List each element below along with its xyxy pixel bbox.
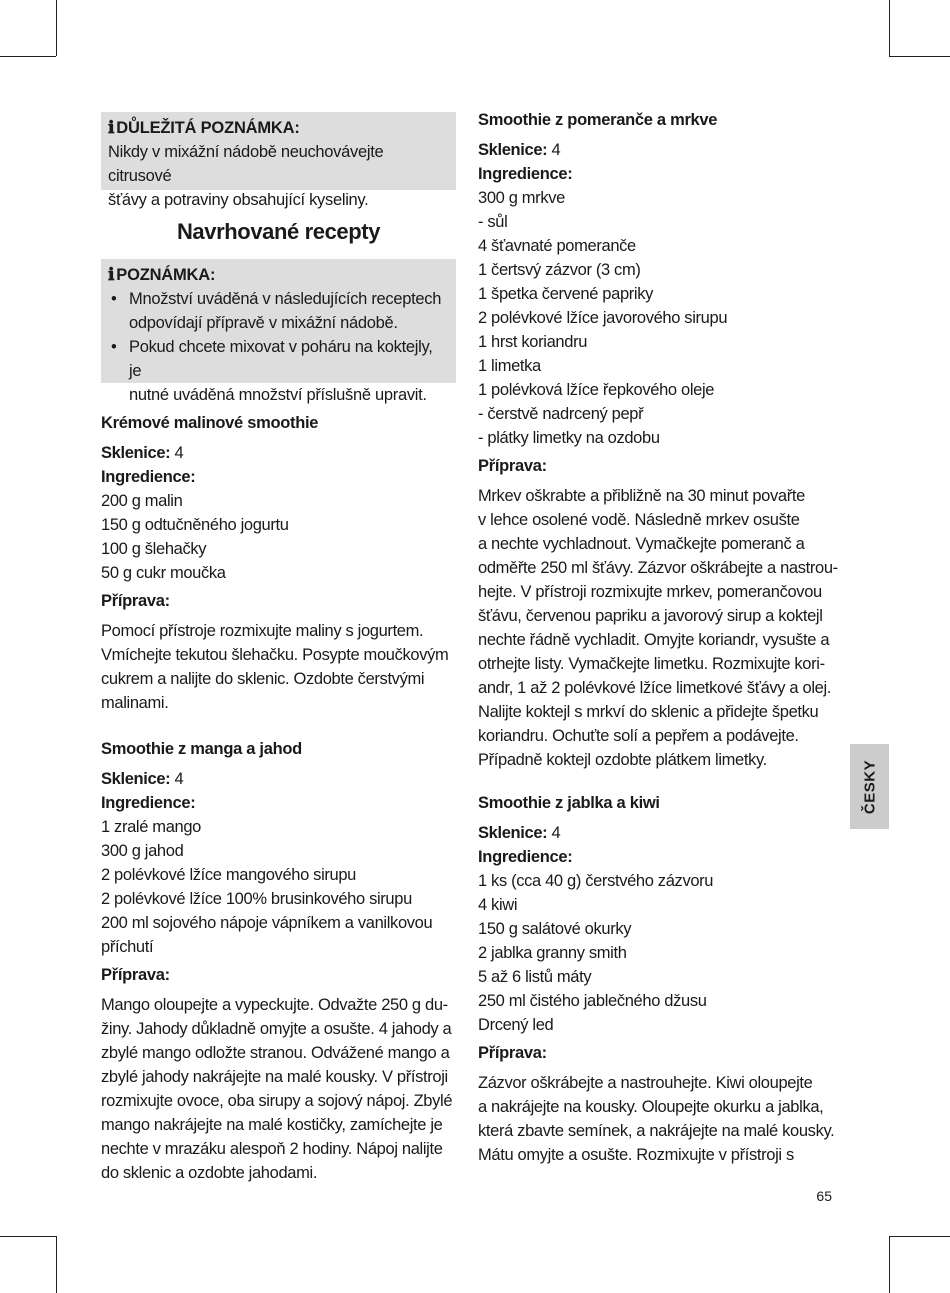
important-note-line: šťávy a potraviny obsahující kyseliny. [108,191,369,209]
preparation-line: Vmíchejte tekutou šlehačku. Posypte moučkovým [101,646,449,664]
crop-mark [889,1236,890,1293]
important-note-line: Nikdy v mixážní nádobě neuchovávejte citrusové [108,143,384,185]
note-title: POZNÁMKA: [116,266,216,284]
preparation-line: zbylé mango odložte stranou. Odvážené mango a [101,1044,450,1062]
preparation-line: šťávu, červenou papriku a javorový sirup a koktejl [478,607,823,625]
preparation-line: malinami. [101,694,169,712]
preparation-line: Mátu omyjte a osušte. Rozmixujte v přístroji s [478,1146,794,1164]
ingredient: 150 g odtučněného jogurtu [101,516,289,534]
crop-mark [0,1236,56,1237]
preparation-label: Příprava: [478,457,547,475]
ingredient: 1 limetka [478,357,541,375]
ingredient: 100 g šlehačky [101,540,207,558]
preparation-label: Příprava: [101,592,170,610]
recipe-mango-strawberry-smoothie [101,737,456,1185]
info-icon: ℹ [108,118,115,138]
recipe-title: Smoothie z manga a jahod [101,740,302,758]
ingredient: 1 ks (cca 40 g) čerstvého zázvoru [478,872,714,890]
preparation-line: Mrkev oškrabte a přibližně na 30 minut povařte [478,487,805,505]
ingredient: - čerstvě nadrcený pepř [478,405,644,423]
ingredient: 4 šťavnaté pomeranče [478,237,636,255]
crop-mark [0,56,56,57]
preparation-line: a nechte vychladnout. Vymačkejte pomeranč a [478,535,805,553]
note-bullet-line: • Pokud chcete mixovat v poháru na koktejly, je [129,338,433,380]
ingredient: - sůl [478,213,508,231]
ingredient: 2 jablka granny smith [478,944,627,962]
glasses-label: Sklenice: [478,824,548,842]
ingredient: 4 kiwi [478,896,518,914]
preparation-line: Mango oloupejte a vypeckujte. Odvažte 250 g du- [101,996,448,1014]
ingredients-label: Ingredience: [478,165,573,183]
preparation-line: Zázvor oškrábejte a nastrouhejte. Kiwi oloupejte [478,1074,813,1092]
recipe-glasses [478,821,838,845]
preparation-line: žiny. Jahody důkladně omyjte a osušte. 4 jahody a [101,1020,452,1038]
ingredients-label: Ingredience: [478,848,573,866]
ingredient: 1 špetka červené papriky [478,285,654,303]
recipe-glasses [101,767,456,791]
ingredient: 2 polévkové lžíce javorového sirupu [478,309,728,327]
note-heading [108,264,448,287]
preparation-line: mango nakrájejte na malé kostičky, zamíchejte je [101,1116,443,1134]
preparation-line: cukrem a nalijte do sklenic. Ozdobte čerstvými [101,670,425,688]
ingredient: 200 ml sojového nápoje vápníkem a vanilkovou [101,914,433,932]
ingredient: příchutí [101,938,154,956]
preparation-line: koriandru. Ochuťte solí a pepřem a podávejte. [478,727,799,745]
note-box [101,259,456,404]
language-tab-label: ČESKY [861,759,878,814]
preparation-line: otrhejte listy. Vymačkejte limetku. Rozmixujte kori- [478,655,825,673]
glasses-value: 4 [551,824,561,842]
crop-mark [56,1236,57,1293]
ingredient: 2 polévkové lžíce mangového sirupu [101,866,357,884]
ingredient: 300 g jahod [101,842,184,860]
ingredient: 5 až 6 listů máty [478,968,592,986]
ingredient: 250 ml čistého jablečného džusu [478,992,707,1010]
recipe-title: Krémové malinové smoothie [101,414,319,432]
preparation-line: která zbavte semínek, a nakrájejte na malé kousky. [478,1122,835,1140]
note-bullet-line: • Množství uváděná v následujících receptech [129,290,442,308]
recipe-title: Smoothie z pomeranče a mrkve [478,111,718,129]
crop-mark [889,56,950,57]
preparation-label: Příprava: [478,1044,547,1062]
note-bullet-line: nutné uváděná množství příslušně upravit. [129,386,427,404]
important-note-title: DŮLEŽITÁ POZNÁMKA: [116,119,300,137]
preparation-line: do sklenic a ozdobte jahodami. [101,1164,318,1182]
glasses-value: 4 [174,444,184,462]
preparation-line: nechte řádně vychladit. Omyjte koriandr, vysušte a [478,631,830,649]
recipe-glasses [478,138,838,162]
recipe-orange-carrot-smoothie [478,108,838,772]
glasses-label: Sklenice: [101,444,171,462]
recipe-apple-kiwi-smoothie [478,791,838,1167]
ingredient: 2 polévkové lžíce 100% brusinkového sirupu [101,890,412,908]
recipe-raspberry-smoothie [101,411,456,715]
preparation-label: Příprava: [101,966,170,984]
important-note-heading [108,117,448,140]
recipe-glasses [101,441,456,465]
ingredient: Drcený led [478,1016,554,1034]
preparation-line: v lehce osolené vodě. Následně mrkev osušte [478,511,800,529]
ingredient: 1 čertsvý zázvor (3 cm) [478,261,641,279]
ingredient: 1 zralé mango [101,818,202,836]
glasses-value: 4 [174,770,184,788]
glasses-label: Sklenice: [478,141,548,159]
ingredient: 200 g malin [101,492,183,510]
preparation-line: Případně koktejl ozdobte plátkem limetky. [478,751,767,769]
glasses-value: 4 [551,141,561,159]
crop-mark [889,0,890,56]
ingredient: 150 g salátové okurky [478,920,632,938]
note-bullet [108,287,448,335]
ingredient: 1 hrst koriandru [478,333,588,351]
info-icon: ℹ [108,265,115,285]
preparation-line: Pomocí přístroje rozmixujte maliny s jogurtem. [101,622,424,640]
preparation-line: andr, 1 až 2 polévkové lžíce limetkové šťávy a olej. [478,679,832,697]
glasses-label: Sklenice: [101,770,171,788]
ingredients-label: Ingredience: [101,794,196,812]
important-note-box [101,112,456,209]
preparation-line: a nakrájejte na kousky. Oloupejte okurku a jablka, [478,1098,824,1116]
ingredient: 50 g cukr moučka [101,564,226,582]
preparation-line: rozmixujte ovoce, oba sirupy a sojový nápoj. Zbylé [101,1092,453,1110]
page-number: 65 [816,1188,832,1204]
preparation-line: nechte v mrazáku alespoň 2 hodiny. Nápoj nalijte [101,1140,443,1158]
language-tab [850,744,889,829]
ingredient: - plátky limetky na ozdobu [478,429,660,447]
ingredients-label: Ingredience: [101,468,196,486]
crop-mark [889,1236,950,1237]
ingredient: 300 g mrkve [478,189,565,207]
crop-mark [56,0,57,56]
section-title: Navrhované recepty [176,219,381,244]
preparation-line: odměřte 250 ml šťávy. Zázvor oškrábejte a nastrou- [478,559,838,577]
preparation-line: zbylé jahody nakrájejte na malé kousky. V přístroji [101,1068,448,1086]
preparation-line: hejte. V přístroji rozmixujte mrkev, pomerančovou [478,583,822,601]
note-bullet [108,335,448,407]
note-bullet-line: odpovídají přípravě v mixážní nádobě. [129,314,398,332]
ingredient: 1 polévková lžíce řepkového oleje [478,381,715,399]
recipe-title: Smoothie z jablka a kiwi [478,794,660,812]
preparation-line: Nalijte koktejl s mrkví do sklenic a přidejte špetku [478,703,819,721]
